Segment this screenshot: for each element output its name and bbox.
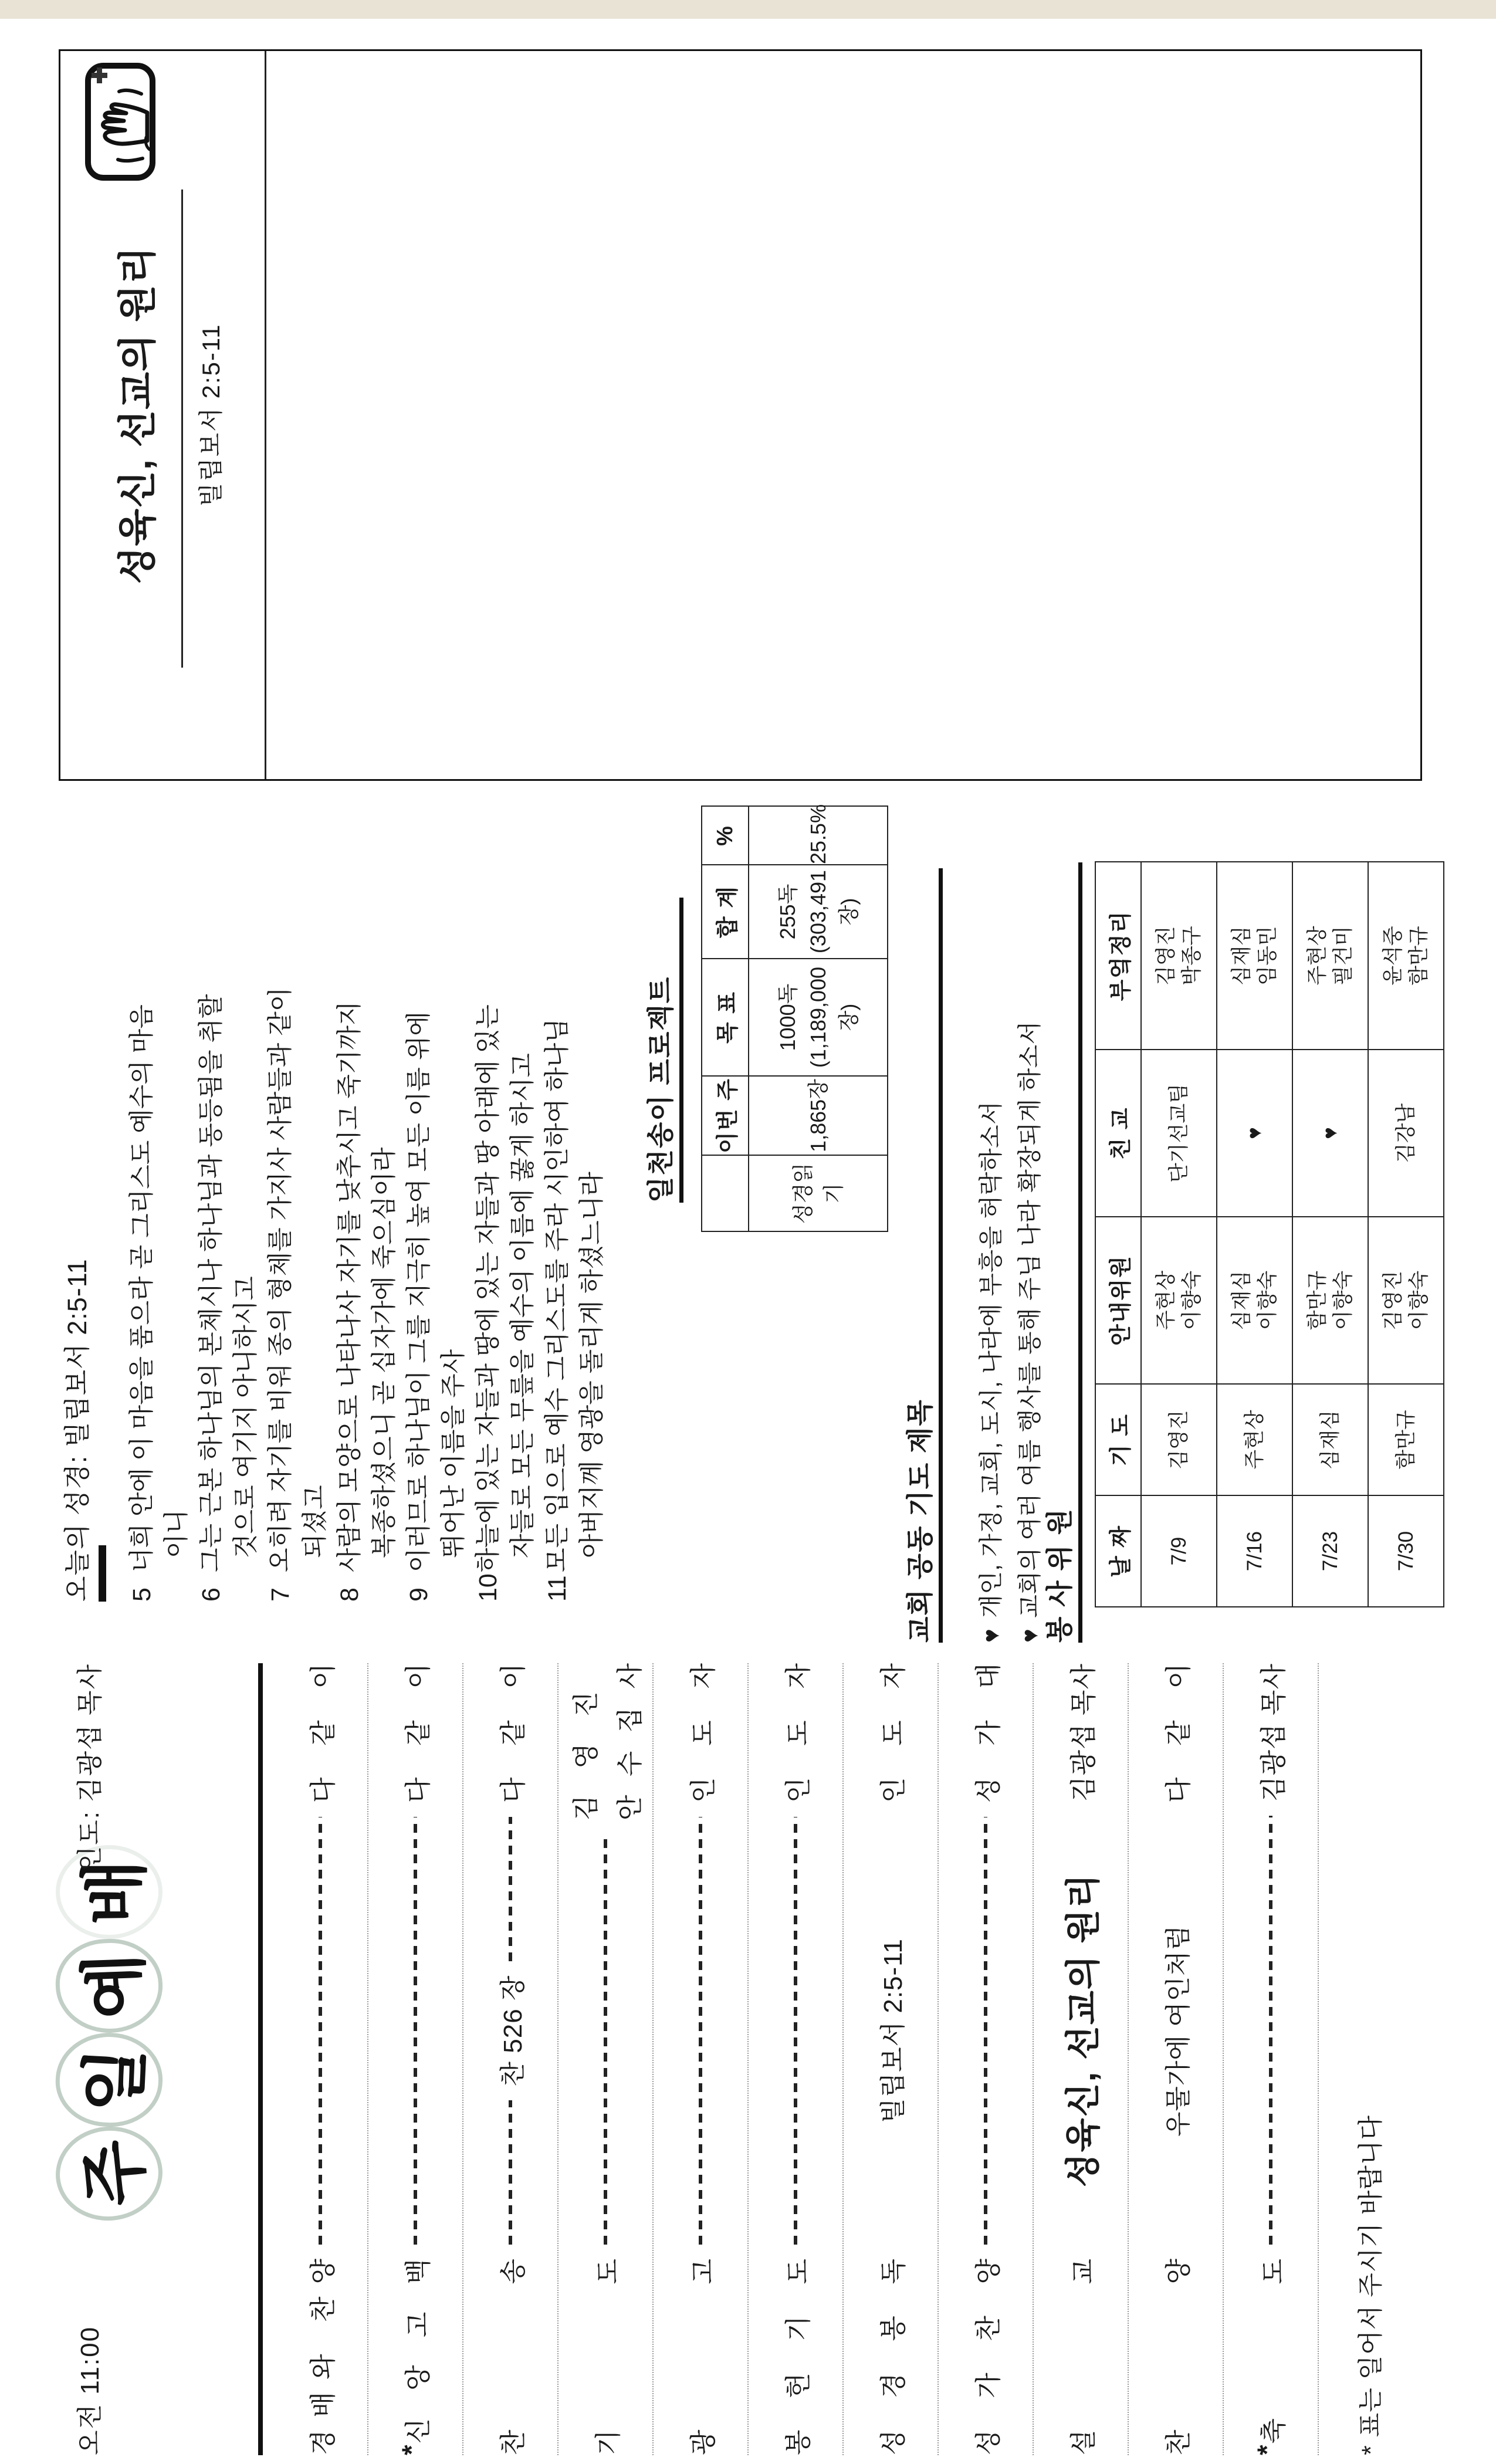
- verse-line: 복종하셨으니 곧 십자가에 죽으심이라: [370, 1147, 398, 1558]
- col-prayer: 기 도: [1095, 1384, 1141, 1495]
- prayer-cell: 함만규: [1368, 1384, 1444, 1495]
- verse-line: 것으로 여기지 아니하시고: [232, 1276, 260, 1558]
- dash-line: [509, 2100, 512, 2245]
- prayer-cell: 심재심: [1292, 1384, 1368, 1495]
- col-ushers: 안내위원: [1095, 1217, 1141, 1384]
- volunteers-table: [1095, 861, 1444, 1607]
- row-label: 봉 헌 기 도: [783, 2259, 813, 2455]
- total-value: 255독 (303,491장): [749, 865, 888, 959]
- verse-line: 되셨고: [301, 1485, 329, 1558]
- verse-number: 7: [266, 1588, 295, 1602]
- table-header-row: [1095, 862, 1141, 1607]
- row-label: * 축 도: [1252, 2259, 1290, 2455]
- verse-number: 11: [543, 1575, 571, 1602]
- row-performer: 인 도 자: [783, 1663, 813, 1803]
- worship-leader: 인도: 김광섭 목사: [76, 1663, 104, 1871]
- week-value: 1,865장: [749, 1076, 888, 1155]
- fellowship-cell: 단기선교팀: [1141, 1050, 1217, 1217]
- table-row: [1217, 862, 1292, 1607]
- row-label: 성 가 찬 양: [973, 2259, 1003, 2455]
- table-row: [1292, 862, 1368, 1607]
- col-date: 날 짜: [1095, 1495, 1141, 1607]
- date-cell: 7/30: [1368, 1495, 1444, 1607]
- cover-title: 성육신, 선교의 원리: [116, 246, 159, 584]
- bible-reading-stats-table: [701, 805, 888, 1232]
- verse-line: 뛰어난 이름을 주사: [439, 1349, 468, 1558]
- worship-row-praise: [273, 1663, 368, 2455]
- worship-row-prayer: [559, 1663, 654, 2455]
- volunteers-header-rule: [1078, 862, 1082, 1643]
- worship-row-choir: [939, 1663, 1034, 2455]
- table-row: [1141, 862, 1217, 1607]
- worship-row-hymn: [463, 1663, 559, 2455]
- stand-asterisk: *: [1251, 2445, 1282, 2455]
- worship-rows: [273, 1663, 1319, 2455]
- col-fellowship: 친 교: [1095, 1050, 1141, 1217]
- scripture-header: 오늘의 성경: 빌립보서 2:5-11: [62, 1258, 92, 1602]
- cover-box: [59, 49, 1422, 781]
- volunteers-header: 봉 사 위 원: [1044, 1507, 1075, 1643]
- kitchen-cell: 주현상 필건미: [1292, 862, 1368, 1050]
- fellowship-cell: 김강남: [1368, 1050, 1444, 1217]
- song-title: 우물가에 여인처럼: [1164, 1924, 1193, 2137]
- worship-row-creed: [368, 1663, 463, 2455]
- dash-line: [414, 1817, 417, 2245]
- row-performer: 다 같 이: [402, 1663, 433, 1803]
- row-label: 광 고: [688, 2259, 718, 2455]
- scan-edge-shadow: [0, 0, 1496, 19]
- verse-line: 7오히려 자기를 비워 종의 형체를 가지사 사람들과 같이: [263, 813, 298, 1602]
- row-label: 성 경 봉 독: [878, 2259, 908, 2455]
- stand-footnote: * 표는 일어서 주시기 바랍니다: [1357, 2115, 1385, 2455]
- verse-line: 아버지께 영광을 돌리게 하셨느니라: [578, 1172, 606, 1558]
- prayer-header: 교회 공동 기도 제목: [905, 1399, 935, 1643]
- dash-line: [604, 1835, 607, 2245]
- row-performer: 성 가 대: [973, 1663, 1003, 1803]
- verse-line: 6그는 근본 하나님의 본체시나 하나님과 동등됨을 취할: [194, 813, 229, 1602]
- scripture-section: [56, 813, 610, 1602]
- col-blank: [702, 1155, 749, 1231]
- scripture-header-bar: [99, 1545, 106, 1602]
- verse-line: 8사람의 모양으로 나타나사 자기를 낮추시고 죽기까지: [333, 813, 367, 1602]
- table-header-row: [702, 806, 749, 1231]
- ushers-cell: 함만규 이향숙: [1292, 1217, 1368, 1384]
- row-performer: 김광섭 목사: [1068, 1663, 1098, 1802]
- row-label: 성경읽기: [749, 1155, 888, 1231]
- worship-row-song: [1129, 1663, 1224, 2455]
- prayer-cell: 주현상: [1217, 1384, 1292, 1495]
- worship-row-offering-prayer: [749, 1663, 844, 2455]
- cover-divider-line: [265, 51, 266, 779]
- fellowship-cell: ♥: [1217, 1050, 1292, 1217]
- worship-row-benediction: [1224, 1663, 1319, 2455]
- prayer-cell: 김영진: [1141, 1384, 1217, 1495]
- hymn-number: 찬 526 장: [499, 1975, 527, 2087]
- worship-row-scripture-reading: [844, 1663, 939, 2455]
- service-time: 오전 11:00: [76, 2326, 104, 2455]
- dash-line: [984, 1817, 987, 2245]
- dash-line: [699, 1817, 702, 2245]
- row-performer: 김 영 진 안 수 집 사: [571, 1663, 645, 1820]
- verse-line: 이니: [163, 1509, 191, 1558]
- goal-value: 1000독 (1,189,000장): [749, 959, 888, 1076]
- percent-value: 25.5%: [749, 806, 888, 865]
- row-label: 찬 송: [497, 2259, 528, 2455]
- row-performer: 다 같 이: [497, 1663, 528, 1803]
- verse-number: 9: [405, 1588, 433, 1602]
- prayer-item: ♥개인, 가정, 교회, 도시, 나라에 부흥을 허락하소서: [977, 1101, 1004, 1643]
- row-performer: 다 같 이: [1163, 1663, 1193, 1803]
- dash-line: [794, 1817, 797, 2245]
- verse-number: 10: [474, 1573, 502, 1602]
- col-percent: %: [702, 806, 749, 865]
- col-total: 합 계: [702, 865, 749, 959]
- verse-line: 11모든 입으로 예수 그리스도를 주라 시인하여 하나님: [540, 813, 575, 1602]
- prayer-header-rule: [939, 868, 943, 1643]
- col-kitchen: 부엌정리: [1095, 862, 1141, 1050]
- cover-bible-reference: 빌립보서 2:5-11: [197, 323, 225, 507]
- row-performer: 인 도 자: [878, 1663, 908, 1803]
- project-header-rule: [679, 898, 683, 1203]
- verse-number: 6: [197, 1588, 225, 1602]
- row-label: 경 배 와 찬 양: [307, 2259, 338, 2455]
- table-row: [749, 806, 888, 1231]
- worship-row-announcements: [654, 1663, 749, 2455]
- row-label: 설 교: [1068, 2259, 1098, 2455]
- verse-number: 5: [128, 1588, 156, 1602]
- scripture-verses: [125, 813, 610, 1602]
- col-goal: 목 표: [702, 959, 749, 1076]
- verse-number: 8: [336, 1588, 364, 1602]
- stand-asterisk: *: [396, 2445, 427, 2455]
- date-cell: 7/16: [1217, 1495, 1292, 1607]
- ushers-cell: 심재심 이향숙: [1217, 1217, 1292, 1384]
- verse-line: 10하늘에 있는 자들과 땅에 있는 자들과 땅 아래에 있는: [471, 813, 506, 1602]
- date-cell: 7/23: [1292, 1495, 1368, 1607]
- worship-header: [56, 1663, 258, 2455]
- header-rule: [258, 1663, 263, 2455]
- heart-icon: ♥: [979, 1628, 1004, 1643]
- sermon-title: 성육신, 선교의 원리: [1064, 1873, 1103, 2188]
- worship-order-section: [56, 1663, 1387, 2455]
- verse-line: 5너희 안에 이 마음을 품으라 곧 그리스도 예수의 마음: [125, 813, 160, 1602]
- reading-reference: 빌립보서 2:5-11: [879, 1938, 908, 2123]
- kitchen-cell: 김영진 박종구: [1141, 862, 1217, 1050]
- project-header: 일천송이 프로젝트: [645, 976, 676, 1203]
- ushers-cell: 주현상 이향숙: [1141, 1217, 1217, 1384]
- fellowship-cell: ♥: [1292, 1050, 1368, 1217]
- verse-line: 9이러므로 하나님이 그를 지극히 높여 모든 이름 위에: [402, 813, 436, 1602]
- ushers-cell: 김영진 이향숙: [1368, 1217, 1444, 1384]
- row-performer: 김광섭 목사: [1258, 1663, 1288, 1802]
- dash-line: [1269, 1816, 1272, 2245]
- worship-row-sermon: [1034, 1663, 1129, 2455]
- table-row: [1368, 862, 1444, 1607]
- prayer-item: ♥교회의 여러 여름 행사를 통해 주님 나라 확장되게 하소서: [1016, 1021, 1043, 1643]
- kitchen-cell: 윤석중 함만규: [1368, 862, 1444, 1050]
- dash-line: [509, 1817, 512, 1961]
- verse-line: 자들로 모든 무릎을 예수의 이름에 꿇게 하시고: [509, 1053, 537, 1558]
- row-performer: 다 같 이: [307, 1663, 338, 1803]
- col-this-week: 이번 주: [702, 1076, 749, 1155]
- dash-line: [319, 1817, 322, 2245]
- sunday-worship-stamp: 주 일 예 배: [56, 1845, 182, 2221]
- row-label: 기 도: [593, 2259, 623, 2455]
- kitchen-cell: 심재심 임동민: [1217, 862, 1292, 1050]
- row-performer: 인 도 자: [688, 1663, 718, 1803]
- row-label: 찬 양: [1163, 2259, 1193, 2455]
- date-cell: 7/9: [1141, 1495, 1217, 1607]
- heart-icon: ♥: [1017, 1628, 1043, 1643]
- cover-title-underline: [181, 189, 183, 668]
- row-label: * 신 앙 고 백: [397, 2259, 435, 2455]
